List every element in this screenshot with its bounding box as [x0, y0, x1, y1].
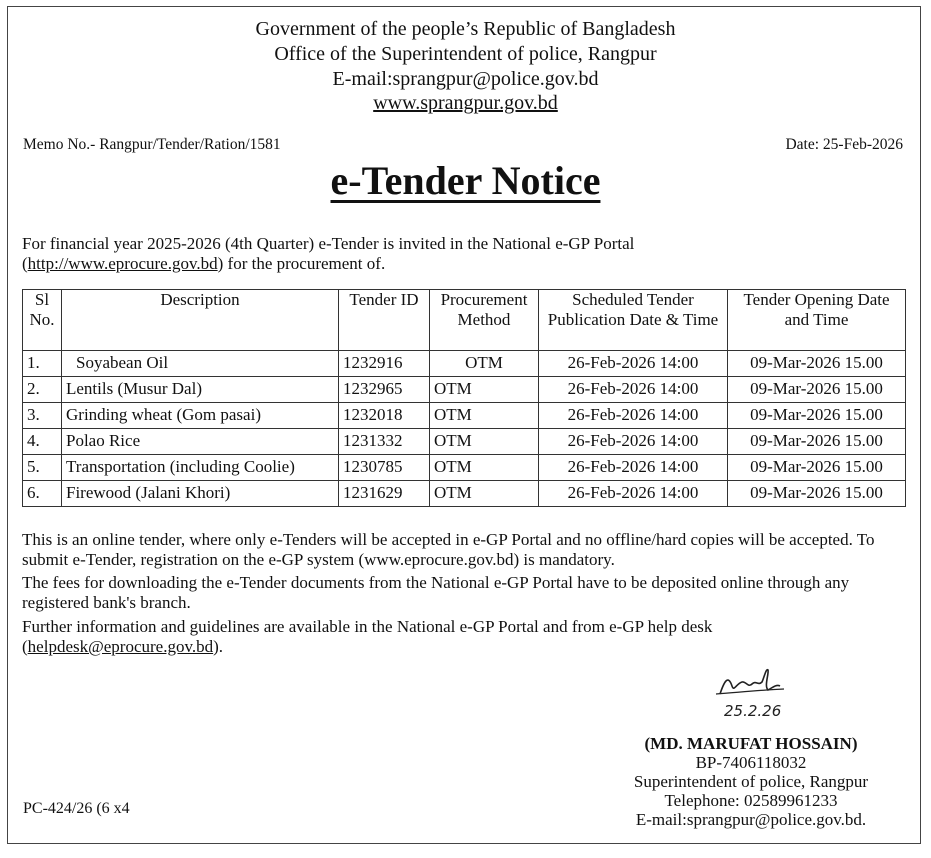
- further-info-line-2: [22, 637, 902, 657]
- cell-method: OTM: [430, 429, 539, 455]
- cell-publication: 26-Feb-2026 14:00: [539, 481, 728, 507]
- table-row: [23, 429, 906, 455]
- cell-description: Transportation (including Coolie): [62, 455, 339, 481]
- cell-publication: 26-Feb-2026 14:00: [539, 455, 728, 481]
- signatory-designation: Superintendent of police, Rangpur: [633, 772, 869, 791]
- intro-paren-open: (: [22, 254, 28, 273]
- cell-tender-id: 1232916: [339, 351, 430, 377]
- cell-method: OTM: [430, 481, 539, 507]
- tender-table: [22, 289, 906, 507]
- header-email: E-mail:sprangpur@police.gov.bd: [332, 68, 599, 90]
- handwritten-signature: [712, 664, 822, 720]
- cell-opening: 09-Mar-2026 15.00: [728, 429, 906, 455]
- cell-opening: 09-Mar-2026 15.00: [728, 351, 906, 377]
- further-info-line-1: Further information and guidelines are available in the National e-GP Portal and from e-GP help desk: [22, 617, 713, 636]
- table-row: [23, 455, 906, 481]
- signatory-bp: BP-7406118032: [695, 753, 807, 772]
- header-website-link[interactable]: www.sprangpur.gov.bd: [373, 92, 558, 114]
- cell-publication: 26-Feb-2026 14:00: [539, 377, 728, 403]
- table-header-row: [23, 290, 906, 351]
- cell-tender-id: 1232965: [339, 377, 430, 403]
- col-header-opening: Tender Opening Date and Time: [728, 290, 906, 351]
- paragraph-fees: The fees for downloading the e-Tender documents from the National e-GP Portal have to be deposited online through any registered bank's branch.: [22, 573, 850, 612]
- intro-line-2-rest: ) for the procurement of.: [217, 254, 386, 273]
- cell-opening: 09-Mar-2026 15.00: [728, 403, 906, 429]
- cell-publication: 26-Feb-2026 14:00: [539, 351, 728, 377]
- intro-paragraph: [22, 234, 902, 274]
- cell-opening: 09-Mar-2026 15.00: [728, 455, 906, 481]
- page-title-text: e-Tender Notice: [330, 158, 601, 203]
- table-row: [23, 377, 906, 403]
- cell-description: Grinding wheat (Gom pasai): [62, 403, 339, 429]
- cell-description: Lentils (Musur Dal): [62, 377, 339, 403]
- table-row: [23, 351, 906, 377]
- cell-tender-id: 1230785: [339, 455, 430, 481]
- helpdesk-paren-open: (: [22, 637, 28, 656]
- cell-publication: 26-Feb-2026 14:00: [539, 429, 728, 455]
- cell-description: Firewood (Jalani Khori): [62, 481, 339, 507]
- page-title: [0, 158, 931, 204]
- notice-date: Date: 25-Feb-2026: [785, 136, 903, 153]
- header-office: Office of the Superintendent of police, Rangpur: [274, 43, 657, 65]
- table-row: [23, 481, 906, 507]
- cell-method: OTM: [430, 403, 539, 429]
- cell-opening: 09-Mar-2026 15.00: [728, 377, 906, 403]
- cell-sl: 3.: [23, 403, 62, 429]
- cell-sl: 4.: [23, 429, 62, 455]
- cell-sl: 1.: [23, 351, 62, 377]
- memo-number: Memo No.- Rangpur/Tender/Ration/1581: [23, 136, 281, 153]
- cell-description: Soyabean Oil: [62, 351, 339, 377]
- eprocure-link[interactable]: http://www.eprocure.gov.bd: [27, 254, 218, 273]
- col-header-sl: Sl No.: [23, 290, 62, 351]
- col-header-tender-id: Tender ID: [339, 290, 430, 351]
- intro-line-1: For financial year 2025-2026 (4th Quarter) e-Tender is invited in the National e-GP Portal: [22, 234, 635, 253]
- cell-method: OTM: [430, 377, 539, 403]
- signatory-name: (MD. MARUFAT HOSSAIN): [644, 734, 858, 753]
- intro-line-2: [22, 254, 902, 274]
- header-government: Government of the people’s Republic of Bangladesh: [255, 18, 676, 40]
- col-header-publication: Scheduled Tender Publication Date & Time: [539, 290, 728, 351]
- cell-sl: 2.: [23, 377, 62, 403]
- cell-tender-id: 1231332: [339, 429, 430, 455]
- col-header-method: Procurement Method: [430, 290, 539, 351]
- signature-date: 25.2.26: [724, 702, 782, 720]
- cell-publication: 26-Feb-2026 14:00: [539, 403, 728, 429]
- footer-code: PC-424/26 (6 x4: [23, 800, 130, 817]
- cell-tender-id: 1232018: [339, 403, 430, 429]
- paragraph-online-tender: This is an online tender, where only e-Tenders will be accepted in e-GP Portal and no offline/hard copies will be accepted. To submit e-Tender, registration on the e-GP system (www.eprocure.gov.bd) is mandatory.: [22, 530, 875, 569]
- cell-method: OTM: [430, 351, 539, 377]
- cell-description: Polao Rice: [62, 429, 339, 455]
- cell-sl: 6.: [23, 481, 62, 507]
- table-row: [23, 403, 906, 429]
- cell-opening: 09-Mar-2026 15.00: [728, 481, 906, 507]
- col-header-description: Description: [62, 290, 339, 351]
- helpdesk-email-link[interactable]: helpdesk@eprocure.gov.bd: [27, 637, 214, 656]
- cell-method: OTM: [430, 455, 539, 481]
- cell-tender-id: 1231629: [339, 481, 430, 507]
- paragraph-further-info: [22, 617, 902, 657]
- signatory-email: E-mail:sprangpur@police.gov.bd.: [635, 810, 867, 829]
- helpdesk-paren-close: ).: [213, 637, 224, 656]
- signatory-telephone: Telephone: 02589961233: [664, 791, 838, 810]
- cell-sl: 5.: [23, 455, 62, 481]
